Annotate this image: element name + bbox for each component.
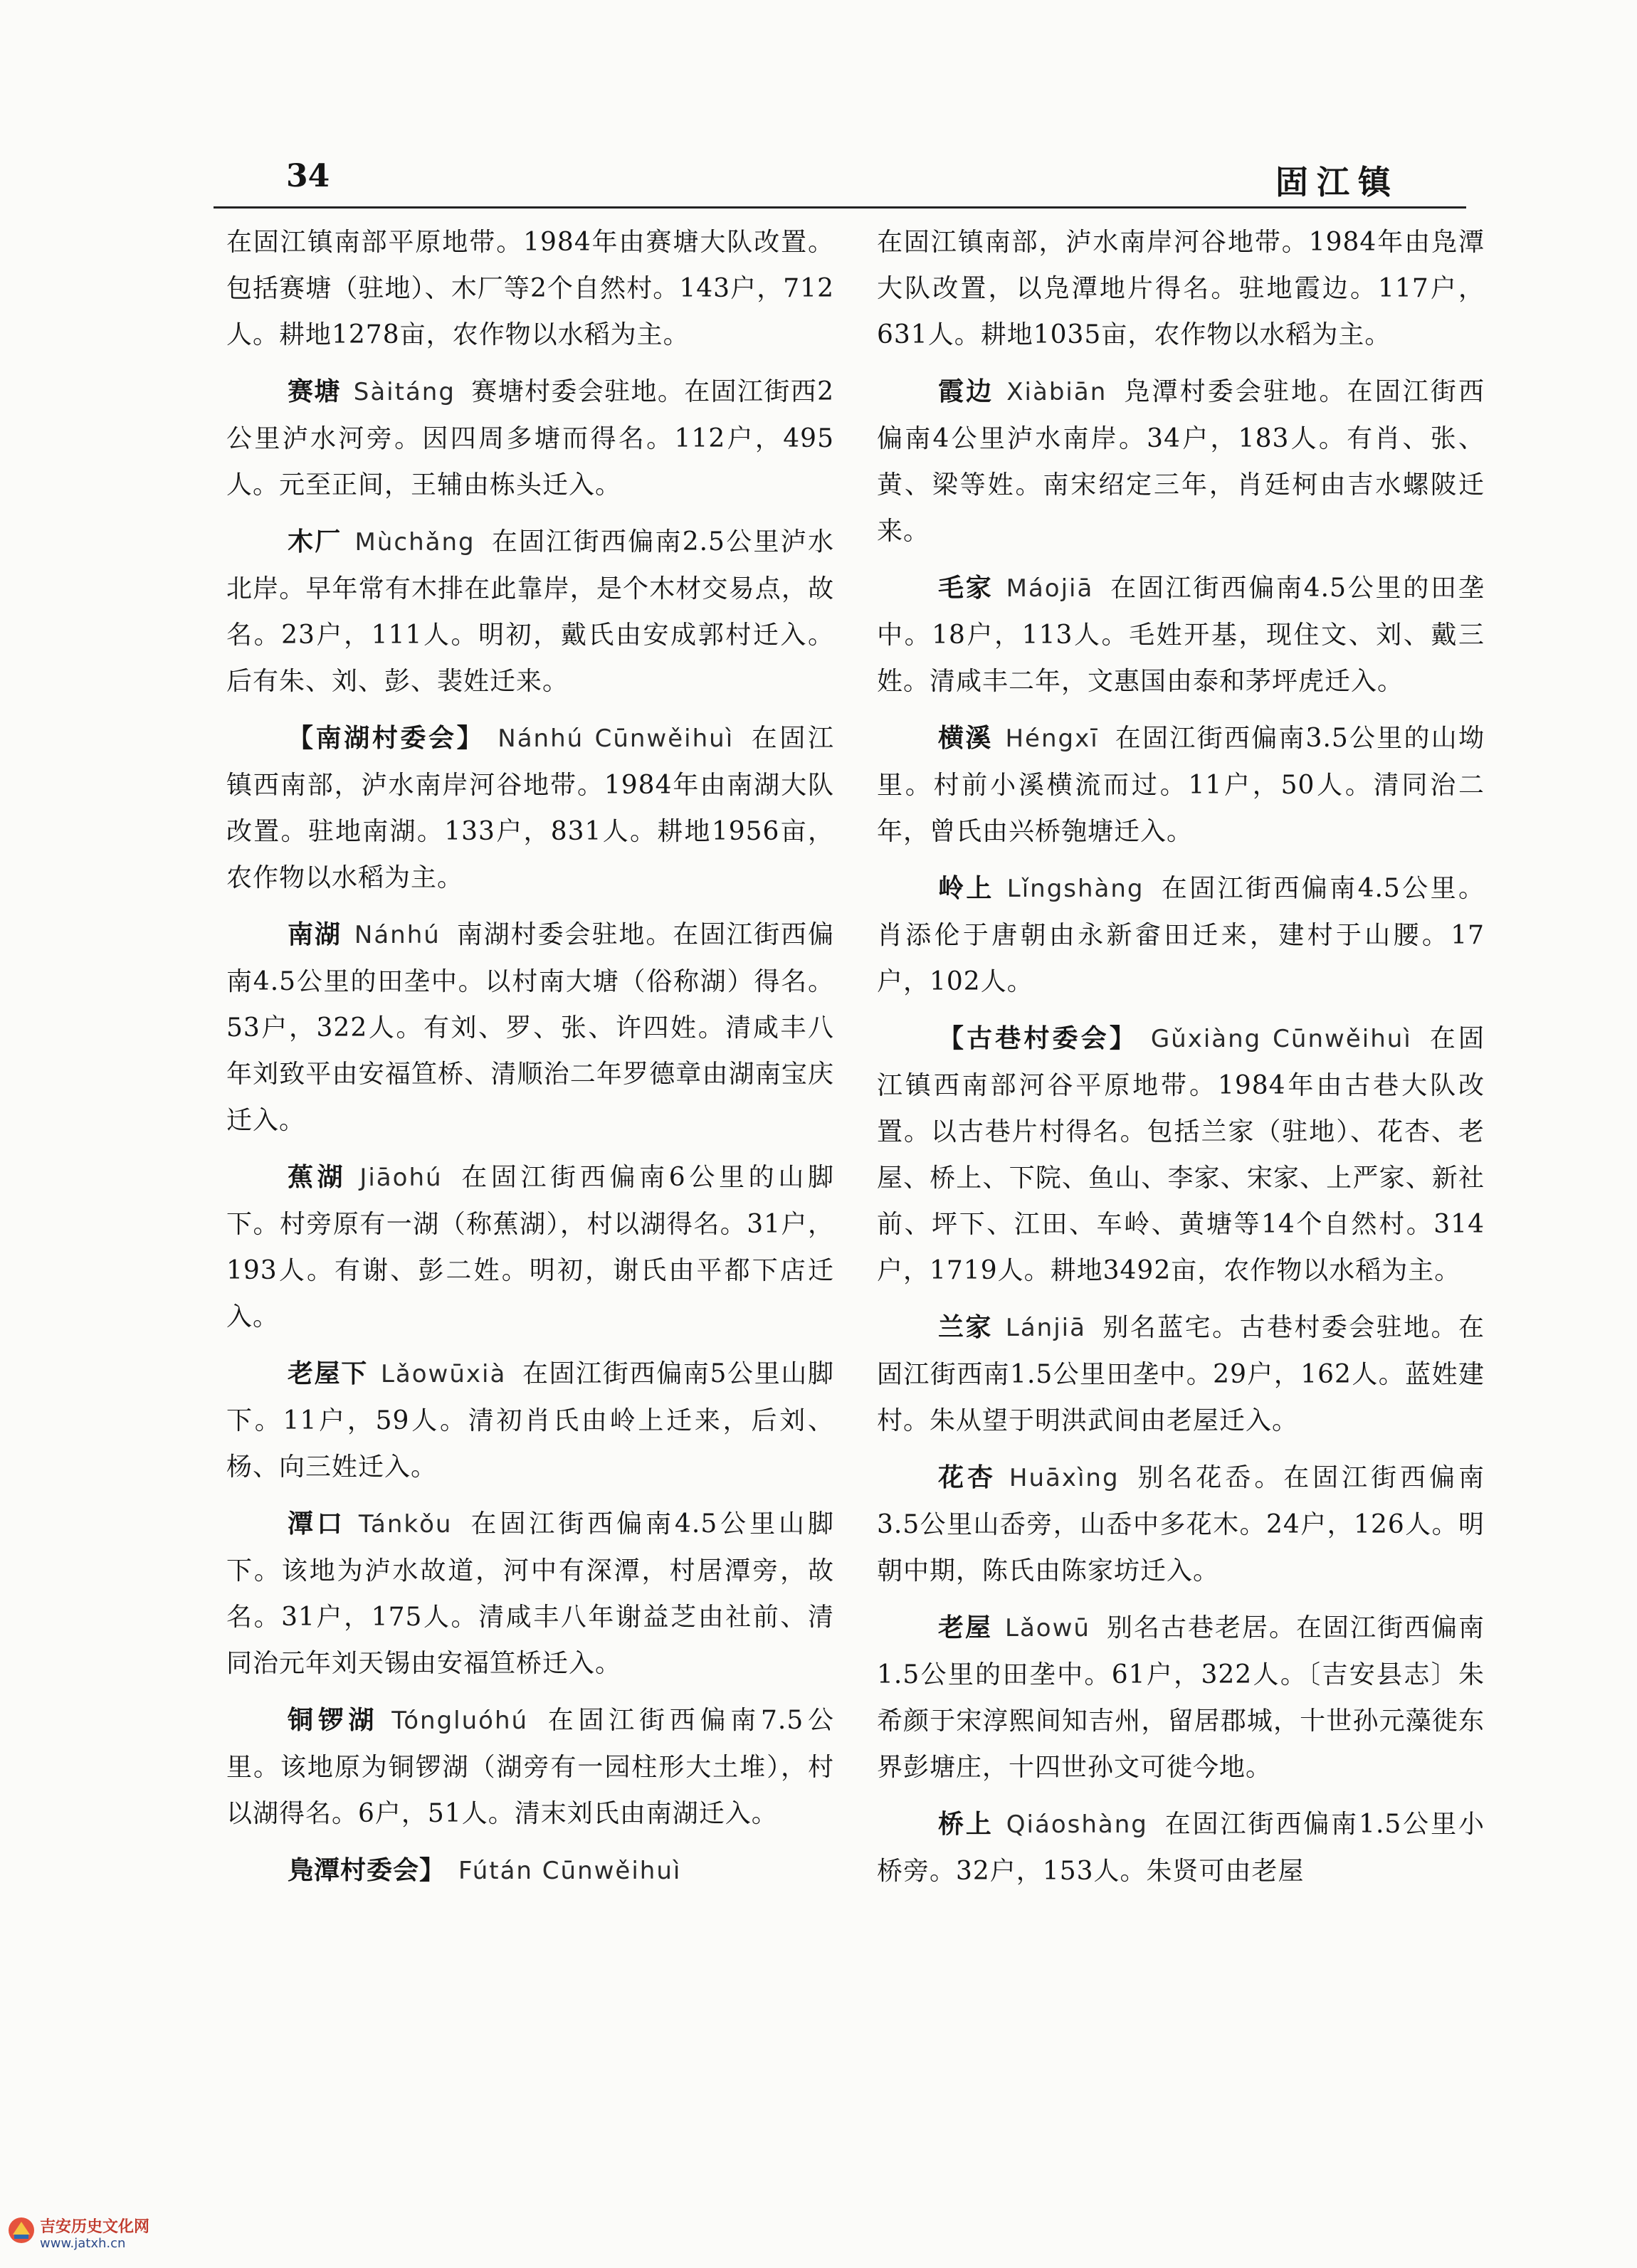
entry-pinyin: Qiáoshàng [1006, 1810, 1148, 1839]
entry-name: 横溪 [938, 724, 993, 753]
page-number: 34 [286, 158, 330, 194]
entry-pinyin: Sàitáng [353, 378, 456, 406]
entry-pinyin: Lǎowū [1005, 1614, 1090, 1642]
entry-huaxing [877, 1455, 1485, 1594]
entry-text: 在固江街西偏南4.5公里山脚下。该地为泸水故道，河中有深潭，村居潭旁，故名。31户，175人。清咸丰八年谢益芝由社前、清同治元年刘天锡由安福笪桥迁入。 [226, 1509, 834, 1678]
entry-nanhu-committee [226, 715, 834, 901]
entry-pinyin: Tóngluóhú [391, 1707, 529, 1735]
entry-pinyin: Nánhú [354, 921, 441, 949]
entry-name: 花杏 [938, 1463, 996, 1492]
entry-name: 老屋 [938, 1613, 993, 1642]
entry-guxiang-committee [877, 1016, 1485, 1294]
entry-text: 南湖村委会驻地。在固江街西偏南4.5公里的田垄中。以村南大塘（俗称湖）得名。53户，322人。有刘、罗、张、许四姓。清咸丰八年刘致平由安福笪桥、清顺治二年罗德章由湖南宝庆迁入。 [226, 920, 834, 1135]
entry-pinyin: Tánkǒu [358, 1510, 453, 1539]
entry-name: 老屋下 [288, 1359, 368, 1388]
entry-text: 别名古巷老居。在固江街西偏南1.5公里的田垄中。61户，322人。〔吉安县志〕朱希颜于宋淳熙间知吉州，留居郡城，十世孙元藻徙东界彭塘庄，十四世孙文可徙今地。 [877, 1613, 1485, 1782]
entry-name: 兰家 [938, 1313, 993, 1342]
entry-pinyin: Lǎowūxià [380, 1360, 507, 1388]
entry-pinyin: Nánhú Cūnwěihuì [498, 724, 735, 753]
entry-name: 木厂 [288, 527, 342, 557]
entry-text: 在固江街西偏南3.5公里的山坳里。村前小溪横流而过。11户，50人。清同治二年，曾氏由兴桥匏塘迁入。 [877, 724, 1485, 846]
entry-pinyin: Héngxī [1005, 724, 1099, 753]
entry-nanhu [226, 912, 834, 1144]
running-head: 固江镇 [1275, 163, 1399, 201]
entry-text: 别名花岙。在固江街西偏南3.5公里山岙旁，山岙中多花木。24户，126人。明朝中期，陈氏由陈家坊迁入。 [877, 1463, 1485, 1586]
entry-qiaoshang [877, 1801, 1485, 1894]
watermark-url: www.jatxh.cn [40, 2236, 126, 2251]
entry-text: 在固江镇南部平原地带。1984年由赛塘大队改置。包括赛塘（驻地）、木厂等2个自然村。143户，712人。耕地1278亩，农作物以水稻为主。 [226, 228, 834, 349]
entry-xiabian [877, 369, 1485, 554]
watermark-title: 吉安历史文化网 [40, 2218, 150, 2236]
entry-hengxi [877, 715, 1485, 855]
entry-pinyin: Jiāohú [359, 1164, 443, 1192]
entry-muchang [226, 519, 834, 705]
site-logo-icon [7, 2216, 36, 2245]
entry-continuation [226, 219, 834, 358]
entry-pinyin: Lánjiā [1005, 1314, 1086, 1342]
entry-text: 别名蓝宅。古巷村委会驻地。在固江街西南1.5公里田垄中。29户，162人。蓝姓建村。朱从望于明洪武间由老屋迁入。 [877, 1313, 1485, 1435]
entry-tongluohu [226, 1697, 834, 1837]
entry-name: 【古巷村委会】 [938, 1024, 1138, 1053]
entry-saitang [226, 369, 834, 508]
entry-laowuxia [226, 1351, 834, 1490]
entry-lingshang [877, 865, 1485, 1005]
entry-name: 铜锣湖 [288, 1706, 379, 1735]
entry-name: 赛塘 [288, 377, 341, 406]
entry-text: 凫潭村委会驻地。在固江街西偏南4公里泸水南岸。34户，183人。有肖、张、黄、梁等姓。南宋绍定三年，肖廷柯由吉水螺陂迁来。 [877, 377, 1485, 546]
entry-name: 鳬潭村委会】 [288, 1856, 446, 1885]
entry-text: 在固江街西偏南7.5公里。该地原为铜锣湖（湖旁有一园柱形大土堆），村以湖得名。6户，51人。清末刘氏由南湖迁入。 [226, 1706, 834, 1828]
entry-text: 赛塘村委会驻地。在固江街西2公里泸水河旁。因四周多塘而得名。112户，495人。元至正间，王辅由栋头迁入。 [226, 377, 834, 500]
entry-text: 在固江镇西南部河谷平原地带。1984年由古巷大队改置。以古巷片村得名。包括兰家（驻地）、花杏、老屋、桥上、下院、鱼山、李家、宋家、上严家、新社前、坪下、江田、车岭、黄塘等14个自然村。314户，1719人。耕地3492亩，农作物以水稻为主。 [877, 1024, 1485, 1285]
entry-pinyin: Lǐngshàng [1006, 875, 1144, 903]
entry-text: 在固江街西偏南5公里山脚下。11户，59人。清初肖氏由岭上迁来，后刘、杨、向三姓迁入。 [226, 1359, 834, 1482]
entry-name: 蕉湖 [288, 1163, 347, 1192]
entry-name: 桥上 [938, 1810, 994, 1839]
site-watermark [7, 2213, 175, 2256]
entry-futan-committee [226, 1847, 834, 1894]
entry-name: 毛家 [938, 574, 994, 603]
entry-pinyin: Máojiā [1006, 574, 1094, 603]
left-column [226, 219, 834, 1905]
entry-name: 【南湖村委会】 [288, 724, 485, 753]
entry-pinyin: Fútán Cūnwěihuì [458, 1857, 682, 1885]
entry-pinyin: Gǔxiàng Cūnwěihuì [1150, 1025, 1412, 1053]
entry-text: 在固江街西偏南1.5公里小桥旁。32户，153人。朱贤可由老屋 [877, 1810, 1485, 1886]
entry-jiaohu [226, 1154, 834, 1340]
entry-pinyin: Mùchǎng [354, 528, 475, 557]
entry-maojia [877, 565, 1485, 705]
right-column [877, 219, 1485, 1905]
entry-pinyin: Xiàbiān [1006, 378, 1107, 406]
entry-tankou [226, 1501, 834, 1687]
entry-laowu [877, 1605, 1485, 1790]
entry-text: 在固江镇西南部，泸水南岸河谷地带。1984年由南湖大队改置。驻地南湖。133户，831人。耕地1956亩，农作物以水稻为主。 [226, 724, 834, 892]
entry-name: 南湖 [288, 920, 342, 949]
header-rule [214, 206, 1466, 209]
entry-name: 岭上 [938, 874, 994, 903]
entry-continuation [877, 219, 1485, 358]
entry-text: 在固江镇南部，泸水南岸河谷地带。1984年由凫潭大队改置，以凫潭地片得名。驻地霞边。117户，631人。耕地1035亩，农作物以水稻为主。 [877, 228, 1485, 349]
entry-name: 霞边 [938, 377, 994, 406]
entry-text: 在固江街西偏南4.5公里的田垄中。18户，113人。毛姓开基，现住文、刘、戴三姓。清咸丰二年，文惠国由泰和茅坪虎迁入。 [877, 574, 1485, 696]
entry-pinyin: Huāxìng [1009, 1464, 1120, 1492]
entry-name: 潭口 [288, 1509, 346, 1539]
entry-lanjia [877, 1304, 1485, 1444]
entry-text: 在固江街西偏南4.5公里。肖添伦于唐朝由永新畲田迁来，建村于山腰。17户，102人。 [877, 874, 1485, 996]
entry-text: 在固江街西偏南6公里的山脚下。村旁原有一湖（称蕉湖），村以湖得名。31户，193人。有谢、彭二姓。明初，谢氏由平都下店迁入。 [226, 1163, 834, 1331]
entry-text: 在固江街西偏南2.5公里泸水北岸。早年常有木排在此靠岸，是个木材交易点，故名。23户，111人。明初，戴氏由安成郭村迁入。后有朱、刘、彭、裴姓迁来。 [226, 527, 834, 696]
